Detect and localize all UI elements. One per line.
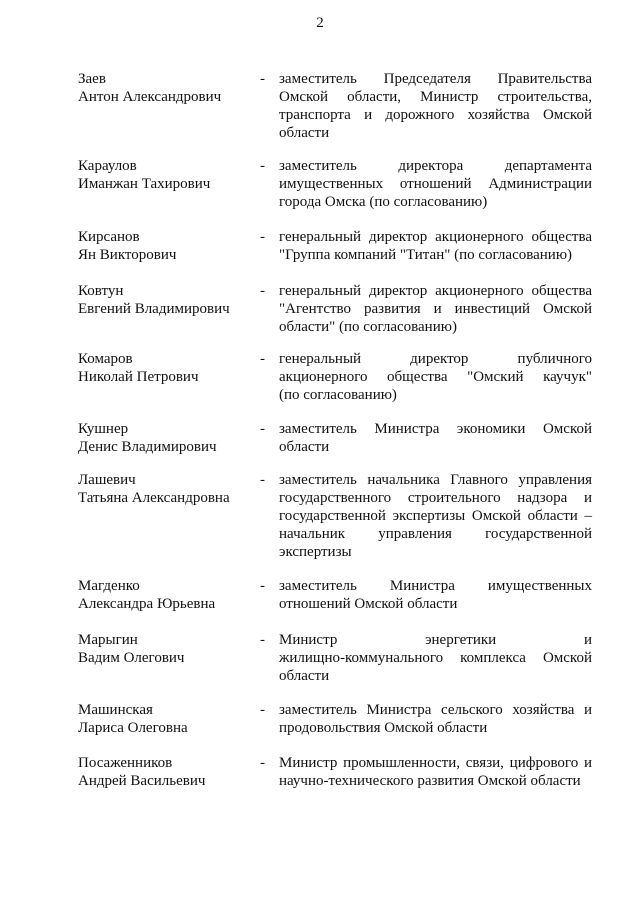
member-role xyxy=(279,631,592,685)
role-line: заместитель директора департамента xyxy=(279,158,592,174)
member-surname: Комаров xyxy=(78,351,133,367)
separator-dash: - xyxy=(260,229,265,245)
member-name xyxy=(78,350,258,386)
member-role xyxy=(279,70,592,142)
role-line: "Группа компаний "Титан" (по согласованию) xyxy=(279,247,573,263)
member-role xyxy=(279,350,592,404)
role-line: заместитель Министра имущественных xyxy=(279,578,592,594)
role-line: имущественных отношений Администрации xyxy=(279,176,592,192)
separator-dash: - xyxy=(260,578,265,594)
member-given-names: Андрей Васильевич xyxy=(78,773,206,789)
member-name xyxy=(78,577,258,613)
member-role xyxy=(279,157,592,211)
member-role xyxy=(279,754,592,790)
member-name xyxy=(78,701,258,737)
member-name xyxy=(78,631,258,667)
member-name xyxy=(78,754,258,790)
member-given-names: Евгений Владимирович xyxy=(78,301,230,317)
member-given-names: Денис Владимирович xyxy=(78,439,217,455)
role-line: заместитель Председателя Правительства xyxy=(279,71,592,87)
role-line: генеральный директор акционерного общества xyxy=(279,283,592,299)
member-given-names: Татьяна Александровна xyxy=(78,490,230,506)
member-role xyxy=(279,228,592,264)
role-line: Министр промышленности, связи, цифрового и xyxy=(279,755,592,771)
member-surname: Магденко xyxy=(78,578,140,594)
role-line: продовольствия Омской области xyxy=(279,720,488,736)
member-given-names: Антон Александрович xyxy=(78,89,222,105)
role-line: Министр энергетики и xyxy=(279,632,592,648)
role-line: "Агентство развития и инвестиций Омской xyxy=(279,301,592,317)
member-given-names: Николай Петрович xyxy=(78,369,199,385)
member-name xyxy=(78,420,258,456)
separator-dash: - xyxy=(260,71,265,87)
member-surname: Заев xyxy=(78,71,106,87)
separator-dash: - xyxy=(260,421,265,437)
separator-dash: - xyxy=(260,702,265,718)
member-surname: Ковтун xyxy=(78,283,124,299)
member-given-names: Иманжан Тахирович xyxy=(78,176,211,192)
separator-dash: - xyxy=(260,472,265,488)
role-line: области" (по согласованию) xyxy=(279,319,457,335)
member-name xyxy=(78,282,258,318)
role-line: научно-технического развития Омской области xyxy=(279,773,581,789)
role-line: акционерного общества "Омский каучук" xyxy=(279,369,592,385)
member-surname: Караулов xyxy=(78,158,137,174)
separator-dash: - xyxy=(260,158,265,174)
member-role xyxy=(279,701,592,737)
member-given-names: Лариса Олеговна xyxy=(78,720,188,736)
member-given-names: Александра Юрьевна xyxy=(78,596,216,612)
role-line: государственной экспертизы Омской области – xyxy=(279,508,592,524)
role-line: начальник управления государственной xyxy=(279,526,592,542)
member-surname: Посаженников xyxy=(78,755,173,771)
member-role xyxy=(279,471,592,561)
role-line: области xyxy=(279,668,330,684)
member-name xyxy=(78,471,258,507)
role-line: Омской области, Министр строительства, xyxy=(279,89,592,105)
role-line: генеральный директор акционерного общества xyxy=(279,229,592,245)
separator-dash: - xyxy=(260,283,265,299)
member-role xyxy=(279,282,592,336)
member-role xyxy=(279,577,592,613)
member-surname: Кирсанов xyxy=(78,229,140,245)
role-line: генеральный директор публичного xyxy=(279,351,592,367)
member-name xyxy=(78,70,258,106)
role-line: экспертизы xyxy=(279,544,352,560)
role-line: транспорта и дорожного хозяйства Омской xyxy=(279,107,592,123)
role-line: области xyxy=(279,439,330,455)
member-surname: Марыгин xyxy=(78,632,138,648)
member-name xyxy=(78,228,258,264)
member-role xyxy=(279,420,592,456)
separator-dash: - xyxy=(260,755,265,771)
role-line: жилищно-коммунального комплекса Омской xyxy=(279,650,592,666)
role-line: заместитель начальника Главного управления xyxy=(279,472,592,488)
separator-dash: - xyxy=(260,632,265,648)
role-line: заместитель Министра сельского хозяйства и xyxy=(279,702,592,718)
role-line: города Омска (по согласованию) xyxy=(279,194,488,210)
page-number: 2 xyxy=(316,15,324,31)
role-line: отношений Омской области xyxy=(279,596,458,612)
role-line: (по согласованию) xyxy=(279,387,397,403)
role-line: области xyxy=(279,125,330,141)
member-given-names: Вадим Олегович xyxy=(78,650,185,666)
member-given-names: Ян Викторович xyxy=(78,247,177,263)
separator-dash: - xyxy=(260,351,265,367)
role-line: государственного строительного надзора и xyxy=(279,490,592,506)
member-surname: Машинская xyxy=(78,702,153,718)
member-name xyxy=(78,157,258,193)
member-surname: Лашевич xyxy=(78,472,136,488)
role-line: заместитель Министра экономики Омской xyxy=(279,421,592,437)
member-surname: Кушнер xyxy=(78,421,129,437)
